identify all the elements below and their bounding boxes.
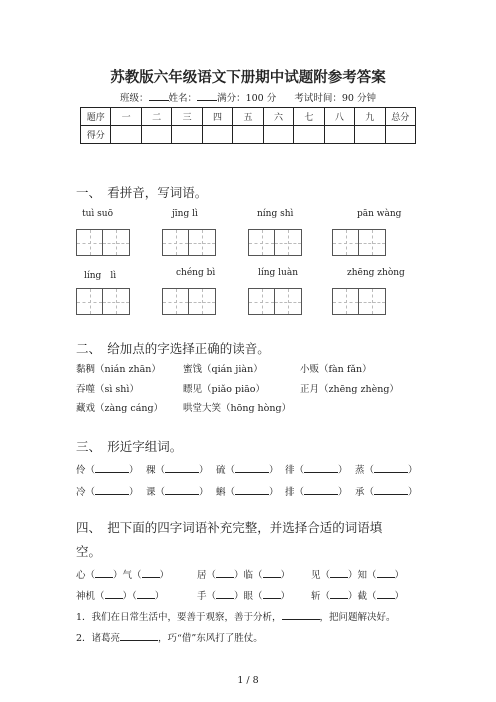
score-table-header [81, 108, 416, 126]
answer-blank[interactable] [165, 485, 199, 495]
word-item: 课（ ） [146, 487, 209, 498]
reading-item: 哄堂大笑（hōng hòng） [183, 403, 292, 414]
answer-blank[interactable] [374, 485, 408, 495]
pinyin-label: níng shì [257, 209, 294, 219]
exam-info [0, 90, 496, 104]
class-label: 班级： [120, 93, 149, 104]
section4-heading-cont: 空。 [76, 544, 102, 559]
section1-heading: 一、 看拼音，写词语。 [76, 185, 208, 200]
pinyin-label: líng luàn [258, 268, 299, 278]
answer-blank[interactable] [374, 463, 408, 473]
name-label: 姓名： [168, 93, 198, 104]
fill-question-2: 2．诸葛亮 ，巧“借”东风打了胜仗。 [76, 633, 263, 644]
score-cell[interactable] [233, 126, 263, 144]
pinyin-label: chéng bì [176, 268, 216, 278]
section2-heading: 二、 给加点的字选择正确的读音。 [76, 341, 270, 356]
word-item: 稞（ ） [146, 465, 209, 476]
word-item: 蒸（ ） [355, 465, 418, 476]
reading-item: 蜜饯（qián jiàn） [183, 364, 263, 375]
score-row-label: 得分 [81, 126, 111, 144]
idiom-item: 见（ ）知（ ） [311, 570, 405, 581]
answer-blank[interactable] [120, 631, 158, 641]
score-cell[interactable] [324, 126, 354, 144]
answer-blank[interactable] [165, 463, 199, 473]
word-item: 徘（ ） [285, 465, 348, 476]
writing-grid[interactable] [248, 288, 302, 315]
score-header-cell: 二 [141, 108, 171, 126]
answer-blank[interactable] [235, 463, 269, 473]
word-item: 冷（ ） [76, 487, 139, 498]
writing-grid[interactable] [332, 229, 386, 256]
score-header-cell: 一 [111, 108, 141, 126]
reading-item: 小贩（fàn fǎn） [300, 364, 372, 375]
reading-item: 瞟见（piǎo piāo） [183, 384, 266, 395]
score-table-row [81, 126, 416, 144]
writing-grid[interactable] [162, 288, 216, 315]
reading-item: 吞噬（sì shì） [76, 384, 139, 395]
page-title: 苏教版六年级语文下册期中试题附参考答案 [110, 69, 386, 86]
writing-grid[interactable] [162, 229, 216, 256]
word-item: 硫（ ） [216, 465, 279, 476]
page-number: 1 / 8 [237, 675, 259, 686]
pinyin-label: jīng lì [172, 209, 198, 219]
answer-blank[interactable] [95, 463, 129, 473]
writing-grid[interactable] [332, 288, 386, 315]
full-score: 满分：100 分 [217, 93, 277, 104]
score-cell[interactable] [172, 126, 202, 144]
name-blank [197, 91, 217, 101]
idiom-item: 手（ ）眼（ ） [197, 591, 291, 602]
score-cell[interactable] [385, 126, 415, 144]
class-blank [149, 91, 169, 101]
reading-item: 黏稠（nián zhān） [76, 364, 161, 375]
writing-grid[interactable] [248, 229, 302, 256]
score-header-cell: 九 [355, 108, 385, 126]
exam-time: 考试时间：90 分钟 [294, 93, 376, 104]
answer-blank[interactable] [304, 463, 338, 473]
idiom-item: 神机（ ）（ ） [76, 591, 165, 602]
score-cell[interactable] [263, 126, 293, 144]
score-header-cell: 题序 [81, 108, 111, 126]
score-header-cell: 五 [233, 108, 263, 126]
writing-grid[interactable] [76, 288, 130, 315]
idiom-item: 居（ ）临（ ） [197, 570, 291, 581]
word-item: 承（ ） [355, 487, 418, 498]
pinyin-label: pān wàng [357, 209, 402, 219]
score-cell[interactable] [355, 126, 385, 144]
score-header-cell: 总分 [385, 108, 415, 126]
score-header-cell: 七 [294, 108, 324, 126]
score-cell[interactable] [111, 126, 141, 144]
score-cell[interactable] [202, 126, 232, 144]
score-header-cell: 四 [202, 108, 232, 126]
score-cell[interactable] [141, 126, 171, 144]
score-cell[interactable] [294, 126, 324, 144]
reading-item: 正月（zhēng zhèng） [300, 384, 399, 395]
reading-item: 藏戏（zàng cáng） [76, 403, 164, 414]
idiom-item: 心（ ）气（ ） [76, 570, 170, 581]
score-table [80, 107, 416, 144]
word-item: 伶（ ） [76, 465, 139, 476]
score-header-cell: 八 [324, 108, 354, 126]
word-item: 排（ ） [285, 487, 348, 498]
section3-heading: 三、 形近字组词。 [76, 439, 183, 454]
answer-blank[interactable] [95, 485, 129, 495]
writing-grid[interactable] [76, 229, 130, 256]
answer-blank[interactable] [282, 610, 320, 620]
answer-blank[interactable] [304, 485, 338, 495]
idiom-item: 斩（ ）截（ ） [311, 591, 405, 602]
section4-heading: 四、 把下面的四字词语补充完整，并选择合适的词语填 [76, 520, 383, 535]
pinyin-label: tuì suō [82, 209, 113, 219]
pinyin-label: líng lì [84, 271, 117, 281]
score-header-cell: 六 [263, 108, 293, 126]
word-item: 蝌（ ） [216, 487, 279, 498]
answer-blank[interactable] [235, 485, 269, 495]
score-header-cell: 三 [172, 108, 202, 126]
fill-question-1: 1．我们在日常生活中，要善于观察，善于分析， ，把问题解决好。 [76, 612, 396, 623]
pinyin-label: zhēng zhòng [347, 268, 405, 278]
